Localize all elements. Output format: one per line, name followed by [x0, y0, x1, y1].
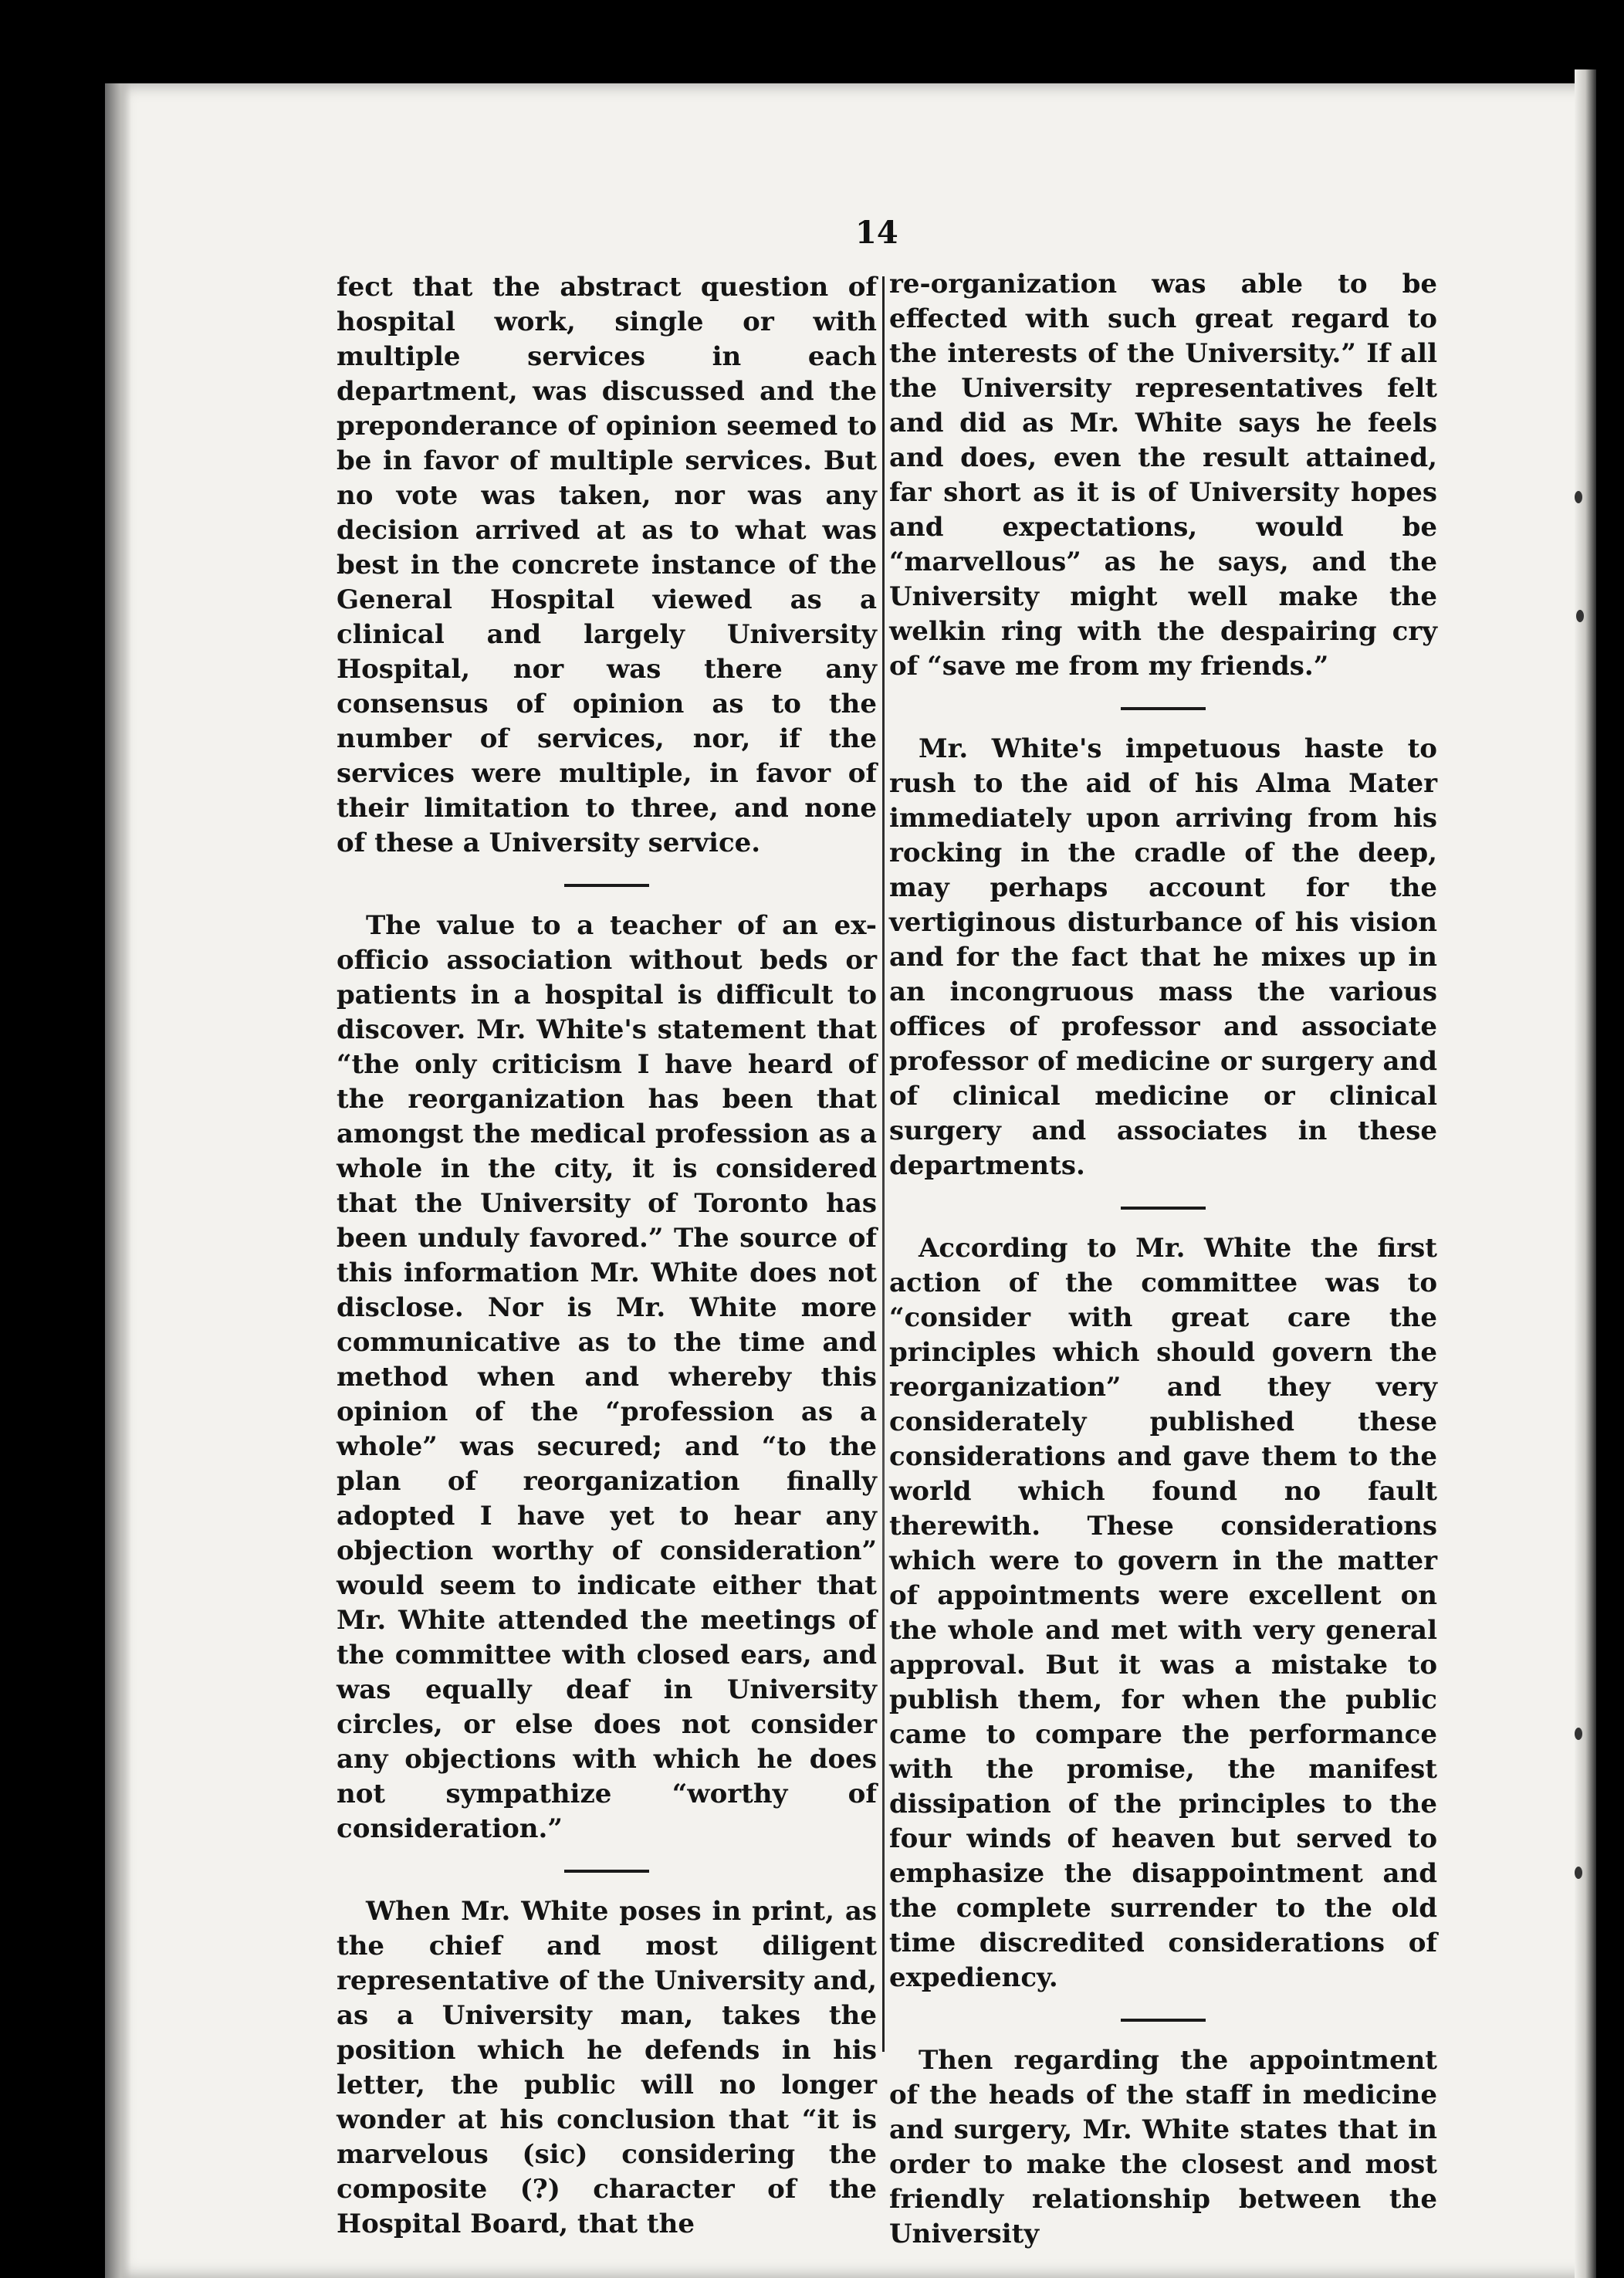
page-binding-shadow — [105, 83, 131, 2278]
section-rule — [1121, 707, 1206, 710]
margin-mark — [1576, 610, 1584, 622]
right-paragraph-2: Mr. White's impetuous haste to rush to the aid of his Alma Mater immediately upon arriving from his rocking in the cradle of the deep, may perhaps account for the vertiginous disturbance of his vision and for the fact that he mixes up in an incongruous mass the various offices of professor and associate professor of medicine or surgery and of clinical medicine or clinical surgery and associates in these departments. — [889, 733, 1437, 1181]
margin-mark — [1575, 1867, 1582, 1879]
left-paragraph-3: When Mr. White poses in print, as the chief and most diligent representative of the University and, as a University man, takes the position which he defends in his letter, the public will no longer wonder at his conclusion that “it is marvelous (sic) considering the composite (?) character of the Hospital Board, that the — [337, 1896, 877, 2239]
left-paragraph-1: fect that the abstract question of hospital work, single or with multiple services in each department, was discussed and the preponderance of opinion seemed to be in favor of multiple services. But no vote was taken, nor was any decision arrived at as to what was best in the concrete instance of the General Hospital viewed as a clinical and largely University Hospital, nor was there any consensus of opinion as to the number of services, nor, if the services were multiple, in favor of their limitation to three, and none of these a University service. — [337, 272, 877, 858]
right-column — [889, 267, 1437, 2252]
page-edge-shadow — [1575, 69, 1596, 2278]
page-number: 14 — [855, 215, 898, 251]
right-paragraph-3: According to Mr. White the first action of the committee was to “consider with great care the principles which should govern the reorganization” and they very considerately published these considerations and gave them to the world which found no fault therewith. These considerations which were to govern in the matter of appointments were excellent on the whole and met with very general approval. But it was a mistake to publish them, for when the public came to compare the performance with the promise, the manifest dissipation of the principles to the four winds of heaven but served to emphasize the disappointment and the complete surrender to the old time discredited considerations of expediency. — [889, 1233, 1437, 1993]
column-divider — [882, 276, 885, 2052]
section-rule — [1121, 2019, 1206, 2022]
section-rule — [1121, 1207, 1206, 1210]
right-paragraph-4: Then regarding the appointment of the heads of the staff in medicine and surgery, Mr. White states that in order to make the closest and most friendly relationship between the University — [889, 2045, 1437, 2249]
left-paragraph-2: The value to a teacher of an ex-officio association without beds or patients in a hospital is difficult to discover. Mr. White's statement that “the only criticism I have heard of the reorganization has been that amongst the medical profession as a whole in the city, it is considered that the University of Toronto has been unduly favored.” The source of this information Mr. White does not disclose. Nor is Mr. White more communicative as to the time and method when and whereby this opinion of the “profession as a whole” was secured; and “to the plan of reorganization finally adopted I have yet to hear any objection worthy of consideration” would seem to indicate either that Mr. White attended the meetings of the committee with closed ears, and was equally deaf in University circles, or else does not consider any objections with which he does not sympathize “worthy of consideration.” — [337, 910, 877, 1844]
right-paragraph-1: re-organization was able to be effected with such great regard to the interests of the University.” If all the University representatives felt and did as Mr. White says he feels and does, even the result attained, far short as it is of University hopes and expectations, would be “marvellous” as he says, and the University might well make the welkin ring with the despairing cry of “save me from my friends.” — [889, 269, 1437, 682]
left-column — [337, 270, 877, 2242]
section-rule — [564, 1870, 649, 1873]
section-rule — [564, 884, 649, 887]
margin-mark — [1575, 1728, 1582, 1740]
margin-mark — [1575, 491, 1582, 503]
